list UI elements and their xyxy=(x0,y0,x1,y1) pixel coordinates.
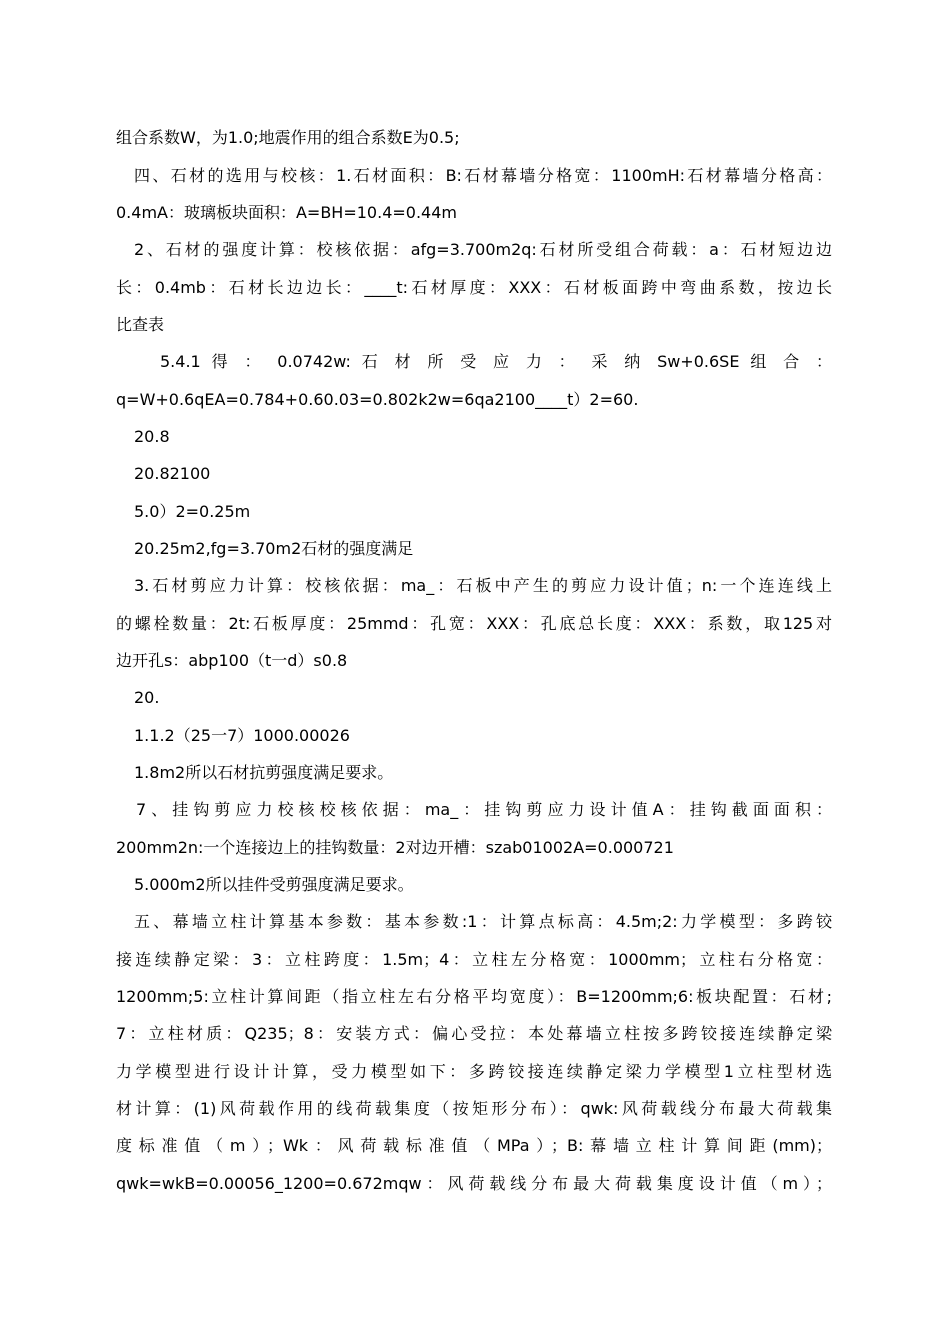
text-line: 5.4.1 得 ： 0.0742w: 石 材 所 受 应 力 ： 采 纳 Sw+0.6SE 组 合 ： xyxy=(160,352,832,371)
text-line: 2、石材的强度计算：校核依据：afg=3.700m2q:石材所受组合荷载：a：石材短边边 xyxy=(134,240,832,259)
text-line: 的螺栓数量：2t:石板厚度：25mmd：孔宽：XXX：孔底总长度：XXX：系数，取125对 xyxy=(116,614,832,633)
text-line: qwk=wkB=0.00056_1200=0.672mqw：风荷载线分布最大荷载集度设计值（m）； xyxy=(116,1174,832,1193)
text-line: 接连续静定梁：3：立柱跨度：1.5m；4：立柱左分格宽：1000mm；立柱右分格宽： xyxy=(116,950,832,969)
text-line: q=W+0.6qEA=0.784+0.60.03=0.802k2w=6qa2100____t）2=60. xyxy=(116,390,639,409)
text-line: 1.1.2（25一7）1000.00026 xyxy=(134,726,350,745)
text-line: 力学模型进行设计计算，受力模型如下：多跨铰接连续静定梁力学模型1立柱型材选 xyxy=(116,1062,832,1081)
text-line: 5.000m2所以挂件受剪强度满足要求。 xyxy=(134,875,414,894)
text-line: 3.石材剪应力计算：校核依据：ma_：石板中产生的剪应力设计值；n:一个连连线上 xyxy=(134,576,832,595)
text-line: 边开孔s：abp100（t一d）s0.8 xyxy=(116,651,348,670)
text-line: 0.4mA：玻璃板块面积：A=BH=10.4=0.44m xyxy=(116,203,457,222)
text-line: 5.0）2=0.25m xyxy=(134,502,251,521)
text-line: 200mm2n:一个连接边上的挂钩数量：2对边开槽：szab01002A=0.000721 xyxy=(116,838,674,857)
text-line: 四、石材的选用与校核：1.石材面积：B:石材幕墙分格宽：1100mH:石材幕墙分格高： xyxy=(134,166,832,185)
text-line: 20.25m2,fg=3.70m2石材的强度满足 xyxy=(134,539,414,558)
text-line: 1200mm;5:立柱计算间距（指立柱左右分格平均宽度）：B=1200mm;6:板块配置：石材; xyxy=(116,987,832,1006)
text-line: 五、幕墙立柱计算基本参数：基本参数:1：计算点标高：4.5m;2:力学模型：多跨铰 xyxy=(134,912,832,931)
text-line: 组合系数W，为1.0;地震作用的组合系数E为0.5; xyxy=(116,128,460,147)
text-line: 度标准值（m）；Wk：风荷载标准值（MPa）；B:幕墙立柱计算间距(mm)； xyxy=(116,1136,832,1155)
text-line: 20.82100 xyxy=(134,464,211,483)
text-line: 长：0.4mb：石材长边边长：____t:石材厚度：XXX：石材板面跨中弯曲系数，按边长 xyxy=(116,278,832,297)
text-line: 20. xyxy=(134,688,160,707)
text-line: 20.8 xyxy=(134,427,170,446)
text-line: 材计算：(1)风荷载作用的线荷载集度（按矩形分布）：qwk:风荷载线分布最大荷载集 xyxy=(116,1099,832,1118)
text-line: 7、挂钩剪应力校核校核依据：ma_：挂钩剪应力设计值A：挂钩截面面积： xyxy=(136,800,832,819)
text-line: 比查表 xyxy=(116,315,165,334)
text-line: 1.8m2所以石材抗剪强度满足要求。 xyxy=(134,763,394,782)
text-line: 7：立柱材质：Q235；8：安装方式：偏心受拉：本处幕墙立柱按多跨铰接连续静定梁 xyxy=(116,1024,832,1043)
